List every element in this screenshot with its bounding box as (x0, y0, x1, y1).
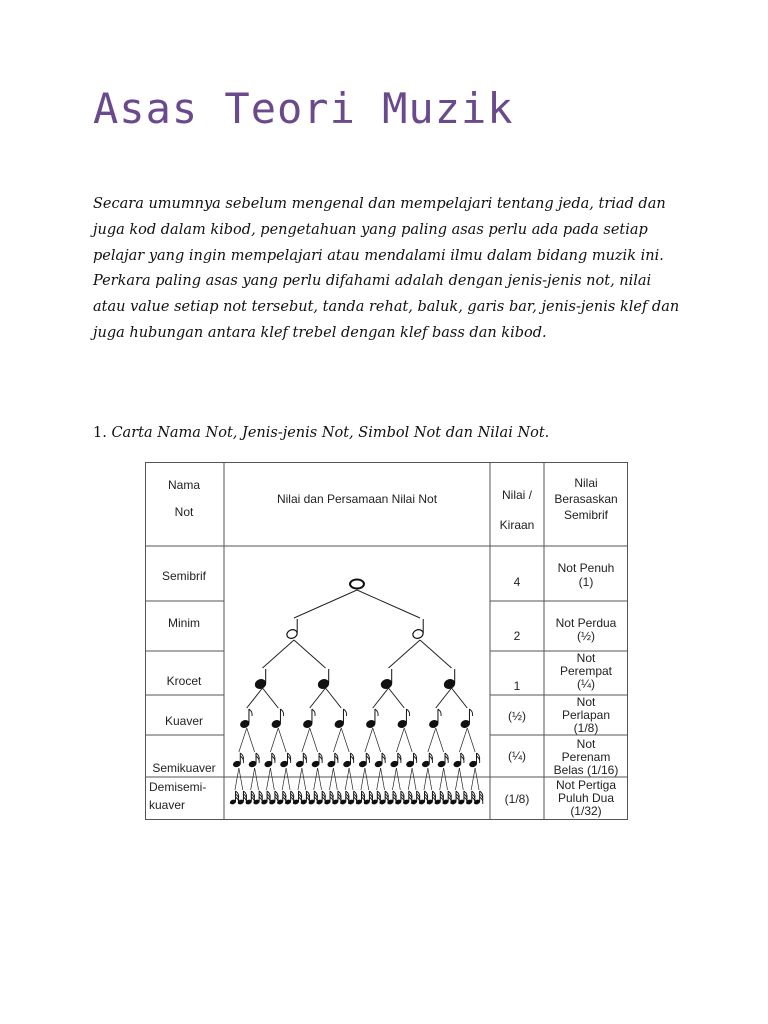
row-name: Demisemi- (149, 780, 207, 794)
row-count: (1/8) (504, 792, 530, 806)
row-relative-line: (1) (578, 575, 594, 589)
row-count: 2 (513, 629, 521, 643)
header-count-line2: Kiraan (499, 518, 535, 532)
header-relative-line2: Berasaskan (554, 492, 618, 506)
row-name: Semikuaver (152, 761, 216, 775)
row-relative-line: Not Penuh (557, 561, 615, 575)
row-count: (½) (508, 709, 526, 723)
header-relative-line3: Semibrif (563, 508, 609, 522)
row-relative-line: Not Perdua (555, 616, 617, 630)
section-number: 1. (93, 425, 107, 441)
row-name: kuaver (149, 798, 186, 812)
header-relative-line1: Nilai (574, 476, 598, 490)
row-count: 4 (513, 575, 521, 589)
page-title: Asas Teori Muzik (93, 84, 514, 133)
section-heading (93, 425, 549, 441)
row-relative-line: Perlapan (561, 708, 611, 722)
row-relative-line: (½) (577, 629, 595, 643)
row-relative-line: Belas (1/16) (553, 763, 619, 777)
section-heading-text: Carta Nama Not, Jenis-jenis Not, Simbol Not dan Nilai Not. (111, 425, 550, 441)
row-relative-line: Perenam (561, 750, 611, 764)
row-relative-line: Puluh Dua (557, 791, 615, 805)
row-name: Semibrif (161, 569, 207, 583)
header-value-equivalence: Nilai dan Persamaan Nilai Not (276, 492, 438, 506)
row-relative-line: (¼) (577, 677, 595, 691)
row-relative-line: Not (576, 651, 596, 665)
row-count: 1 (513, 679, 521, 693)
row-relative-line: (1/32) (570, 804, 602, 818)
row-relative-line: (1/8) (573, 721, 599, 735)
row-name: Minim (168, 616, 200, 630)
note-values-table (145, 462, 628, 820)
header-count-line1: Nilai / (501, 488, 533, 502)
row-name: Kuaver (164, 714, 204, 728)
header-name-line2: Not (174, 505, 194, 519)
row-relative-line: Not (576, 695, 596, 709)
row-relative-line: Not (576, 737, 596, 751)
row-name: Krocet (166, 674, 202, 688)
header-name-line1: Nama (167, 478, 201, 492)
note-values-table-svg (145, 462, 628, 820)
intro-paragraph: Secara umumnya sebelum mengenal dan mempelajari tentang jeda, triad dan juga kod dalam kibod, pengetahuan yang paling asas perlu ada pada setiap pelajar yang ingin mempelajari atau mendalami ilmu dalam bidang muzik ini. Perkara paling asas yang perlu difahami adalah dengan jenis-jenis not, nilai atau value setiap not tersebut, tanda rehat, baluk, garis bar, jenis-jenis klef dan juga hubungan antara klef trebel dengan klef bass dan kibod. (93, 196, 680, 341)
row-count: (¼) (508, 749, 526, 763)
row-relative-line: Perempat (559, 664, 613, 678)
row-relative-line: Not Pertiga (555, 778, 617, 792)
